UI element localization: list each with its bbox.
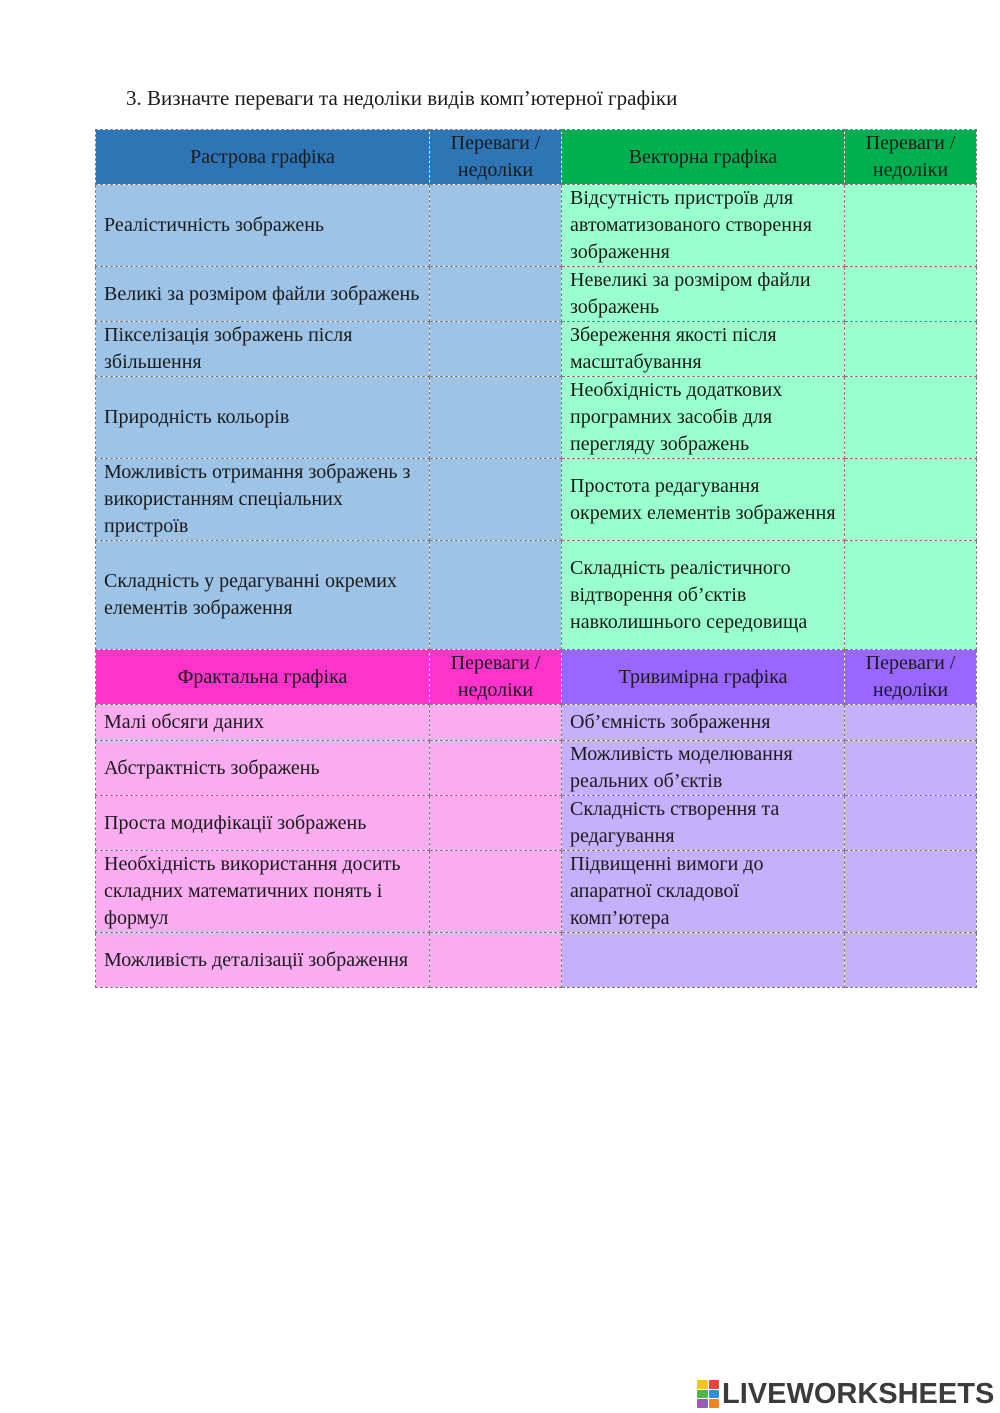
- threed-answer-cell[interactable]: [845, 933, 977, 988]
- task-title: 3. Визначте переваги та недоліки видів комп’ютерної графіки: [126, 86, 678, 110]
- section1-header-row: [96, 130, 977, 185]
- raster-mark-header: Переваги / недоліки: [430, 130, 562, 185]
- fractal-item: Проста модифікації зображень: [96, 796, 430, 851]
- vector-item: Відсутність пристроїв для автоматизованого створення зображення: [562, 185, 845, 267]
- table-row: [96, 541, 977, 650]
- raster-item: Великі за розміром файли зображень: [96, 267, 430, 322]
- threed-mark-header: Переваги / недоліки: [845, 650, 977, 705]
- vector-answer-cell[interactable]: [845, 377, 977, 459]
- vector-graphics-header: Векторна графіка: [562, 130, 845, 185]
- vector-item: Збереження якості після масштабування: [562, 322, 845, 377]
- threed-item: Складність створення та редагування: [562, 796, 845, 851]
- table-row: [96, 851, 977, 933]
- vector-item: Необхідність додаткових програмних засобів для перегляду зображень: [562, 377, 845, 459]
- vector-answer-cell[interactable]: [845, 185, 977, 267]
- liveworksheets-logo-icon: [697, 1380, 719, 1408]
- threed-answer-cell[interactable]: [845, 741, 977, 796]
- fractal-graphics-header: Фрактальна графіка: [96, 650, 430, 705]
- table-row: [96, 322, 977, 377]
- table-row: [96, 459, 977, 541]
- fractal-item: Необхідність використання досить складних математичних понять і формул: [96, 851, 430, 933]
- table-row: [96, 705, 977, 741]
- raster-item: Природність кольорів: [96, 377, 430, 459]
- raster-answer-cell[interactable]: [430, 322, 562, 377]
- table-row: [96, 933, 977, 988]
- threed-item: Об’ємність зображення: [562, 705, 845, 741]
- graphics-comparison-table: [95, 129, 977, 988]
- fractal-answer-cell[interactable]: [430, 705, 562, 741]
- raster-item: Пікселізація зображень після збільшення: [96, 322, 430, 377]
- raster-graphics-header: Растрова графіка: [96, 130, 430, 185]
- liveworksheets-logo: [697, 1378, 994, 1410]
- liveworksheets-wordmark: LIVEWORKSHEETS: [722, 1377, 995, 1410]
- fractal-answer-cell[interactable]: [430, 741, 562, 796]
- raster-item: Можливість отримання зображень з використанням спеціальних пристроїв: [96, 459, 430, 541]
- raster-item: Реалістичність зображень: [96, 185, 430, 267]
- fractal-mark-header: Переваги / недоліки: [430, 650, 562, 705]
- table-row: [96, 377, 977, 459]
- vector-answer-cell[interactable]: [845, 322, 977, 377]
- raster-answer-cell[interactable]: [430, 185, 562, 267]
- vector-mark-header: Переваги / недоліки: [845, 130, 977, 185]
- threed-answer-cell[interactable]: [845, 851, 977, 933]
- vector-answer-cell[interactable]: [845, 267, 977, 322]
- raster-answer-cell[interactable]: [430, 541, 562, 650]
- raster-answer-cell[interactable]: [430, 459, 562, 541]
- section2-header-row: [96, 650, 977, 705]
- table-row: [96, 185, 977, 267]
- vector-item: Невеликі за розміром файли зображень: [562, 267, 845, 322]
- fractal-answer-cell[interactable]: [430, 851, 562, 933]
- fractal-answer-cell[interactable]: [430, 796, 562, 851]
- raster-answer-cell[interactable]: [430, 377, 562, 459]
- fractal-answer-cell[interactable]: [430, 933, 562, 988]
- threed-item: Можливість моделювання реальних об’єктів: [562, 741, 845, 796]
- vector-item: Простота редагування окремих елементів зображення: [562, 459, 845, 541]
- threed-answer-cell[interactable]: [845, 705, 977, 741]
- fractal-item: Малі обсяги даних: [96, 705, 430, 741]
- threed-answer-cell[interactable]: [845, 796, 977, 851]
- table-row: [96, 267, 977, 322]
- fractal-item: Абстрактність зображень: [96, 741, 430, 796]
- vector-answer-cell[interactable]: [845, 541, 977, 650]
- vector-item: Складність реалістичного відтворення об’єктів навколишнього середовища: [562, 541, 845, 650]
- raster-answer-cell[interactable]: [430, 267, 562, 322]
- vector-answer-cell[interactable]: [845, 459, 977, 541]
- threed-item: [562, 933, 845, 988]
- table-row: [96, 741, 977, 796]
- threed-graphics-header: Тривимірна графіка: [562, 650, 845, 705]
- threed-item: Підвищенні вимоги до апаратної складової комп’ютера: [562, 851, 845, 933]
- fractal-item: Можливість деталізації зображення: [96, 933, 430, 988]
- raster-item: Складність у редагуванні окремих елементів зображення: [96, 541, 430, 650]
- table-row: [96, 796, 977, 851]
